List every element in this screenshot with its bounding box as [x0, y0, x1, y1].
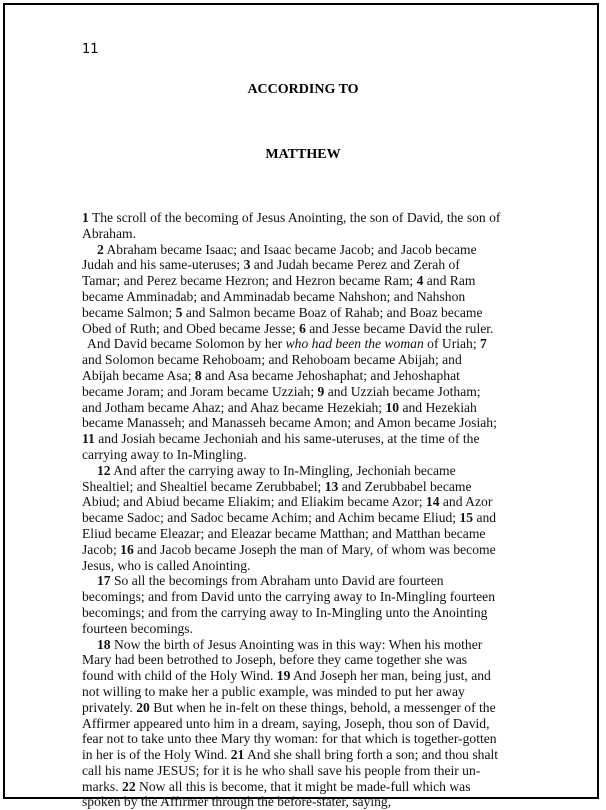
text-segment: and Zerubbabel became — [338, 478, 472, 494]
verse-number: 21 — [230, 747, 245, 763]
text-segment: and Solomon became Rehoboam; and Rehoboam became Abijah; and — [82, 352, 462, 368]
text-segment: fear not to take unto thee Mary thy woman: for that which is together-gotten — [82, 731, 497, 747]
verse-number: 9 — [317, 383, 325, 399]
text-segment: call his name JESUS; for it is he who shall save his people from their un- — [82, 762, 481, 778]
text-line — [82, 479, 532, 495]
text-segment: And David became Solomon by her — [87, 336, 286, 352]
paragraph — [82, 242, 532, 337]
italic-text: who had been the woman — [285, 336, 424, 352]
verse-number: 8 — [194, 367, 202, 383]
text-segment: becomings; and from the carrying away to In-Mingling unto the Anointing — [82, 604, 488, 620]
text-segment: Abraham. — [82, 225, 136, 241]
text-line — [82, 431, 532, 447]
verse-number: 20 — [136, 699, 150, 715]
text-segment: and Judah became Perez and Zerah of — [250, 257, 460, 273]
text-segment: Now all this is become, that it might be made-full which was — [135, 778, 471, 794]
text-line — [82, 668, 532, 684]
verse-number: 3 — [243, 257, 251, 273]
verse-number: 1 — [82, 210, 89, 225]
text-segment: becomings; and from David unto the carrying away to In-Mingling fourteen — [82, 589, 495, 605]
scripture-text — [82, 210, 532, 810]
verse-number: 22 — [122, 778, 136, 794]
text-segment: and Salmon became Boaz of Rahab; and Boaz became — [182, 304, 483, 320]
text-line — [82, 637, 532, 653]
verse-number: 17 — [97, 573, 111, 589]
text-segment: and Jacob became Joseph the man of Mary, of whom was become — [133, 541, 496, 557]
text-line — [82, 352, 532, 368]
verse-number: 10 — [385, 399, 400, 415]
paragraph — [82, 637, 532, 810]
text-segment: not willing to make her a public example, was minded to put her away — [82, 683, 465, 699]
verse-number: 11 — [82, 431, 95, 447]
text-segment: Jacob; — [82, 541, 121, 557]
text-segment: carrying away to In-Mingling. — [82, 446, 247, 462]
text-segment: Mary had been betrothed to Joseph, before they came together she was — [82, 652, 468, 668]
book-title-line-2: MATTHEW — [265, 147, 341, 162]
text-line — [82, 589, 532, 605]
paragraph — [82, 463, 532, 574]
text-segment: Shealtiel; and Shealtiel became Zerubbabel; — [82, 478, 325, 494]
text-segment: became Joram; and Joram became Uzziah; — [82, 383, 318, 399]
text-line — [82, 621, 532, 637]
text-segment: Now the birth of Jesus Anointing was in this way: When his mother — [110, 636, 483, 652]
text-segment: and Azor — [439, 494, 493, 510]
verse-number: 14 — [425, 494, 440, 510]
verse-number: 12 — [97, 462, 111, 478]
text-segment: But when he in-felt on these things, behold, a messenger of the — [149, 699, 496, 715]
text-line — [82, 700, 532, 716]
verse-number: 18 — [97, 636, 111, 652]
text-line — [82, 494, 532, 510]
text-segment: And she shall bring forth a son; and thou shalt — [244, 747, 499, 763]
text-segment: in her is of the Holy Wind. — [82, 747, 231, 763]
text-line — [82, 273, 532, 289]
text-segment: Jesus, who is called Anointing. — [82, 557, 251, 573]
text-line — [82, 336, 532, 352]
text-segment: fourteen becomings. — [82, 620, 193, 636]
text-segment: Abijah became Asa; — [82, 367, 195, 383]
text-segment: found with child of the Holy Wind. — [82, 668, 277, 684]
text-segment: And after the carrying away to In-Mingling, Jechoniah became — [110, 462, 456, 478]
paragraph — [82, 573, 532, 636]
text-segment: Eliud became Eleazar; and Eleazar became Matthan; and Matthan became — [82, 525, 486, 541]
text-line — [82, 794, 532, 810]
verse-number: 13 — [324, 478, 339, 494]
text-segment: and Hezekiah — [399, 399, 477, 415]
text-line — [82, 210, 532, 226]
text-segment: Abiud; and Abiud became Eliakim; and Eliakim became Azor; — [82, 494, 426, 510]
text-line — [82, 716, 532, 732]
text-segment: became Salmon; — [82, 304, 176, 320]
text-segment: Obed of Ruth; and Obed became Jesse; — [82, 320, 300, 336]
text-line — [82, 605, 532, 621]
book-title-line-1: ACCORDING TO — [247, 82, 359, 97]
text-line — [82, 400, 532, 416]
text-line — [82, 289, 532, 305]
text-line — [82, 368, 532, 384]
text-line — [82, 242, 532, 258]
text-segment: The scroll of the becoming of Jesus Anointing, the son of David, the son of — [88, 210, 501, 225]
text-segment: and Uzziah became Jotham; — [324, 383, 481, 399]
text-segment: and Josiah became Jechoniah and his same-uteruses, at the time of the — [94, 431, 480, 447]
text-line — [82, 747, 532, 763]
text-segment: spoken by the Affirmer through the before-stater, saying, — [82, 794, 392, 810]
text-segment: And Joseph her man, being just, and — [290, 668, 491, 684]
text-line — [82, 257, 532, 273]
text-line — [82, 321, 532, 337]
text-line — [82, 447, 532, 463]
verse-number: 6 — [299, 320, 306, 336]
verse-number: 4 — [416, 273, 424, 289]
text-segment: Judah and his same-uteruses; — [82, 257, 244, 273]
text-line — [82, 384, 532, 400]
text-segment: and Ram — [423, 273, 476, 289]
text-segment: and — [473, 510, 497, 526]
text-line — [82, 731, 532, 747]
text-line — [82, 558, 532, 574]
text-segment: privately. — [82, 699, 137, 715]
verse-number: 2 — [97, 241, 104, 257]
text-line — [82, 684, 532, 700]
text-line — [82, 526, 532, 542]
text-segment: and Asa became Jehoshaphat; and Jehoshaphat — [201, 367, 460, 383]
text-line — [82, 305, 532, 321]
text-segment: and Jesse became David the ruler. — [305, 320, 494, 336]
verse-number: 15 — [459, 510, 474, 526]
text-segment: Abraham became Isaac; and Isaac became Jacob; and Jacob became — [103, 241, 477, 257]
text-segment: and Jotham became Ahaz; and Ahaz became Hezekiah; — [82, 399, 386, 415]
paragraph — [82, 336, 532, 462]
verse-number: 7 — [480, 336, 487, 352]
text-segment: marks. — [82, 778, 123, 794]
text-line — [82, 763, 532, 779]
text-segment: became Sadoc; and Sadoc became Achim; and Achim became Eliud; — [82, 510, 460, 526]
verse-number: 16 — [120, 541, 134, 557]
text-line — [82, 415, 532, 431]
text-line — [82, 652, 532, 668]
text-segment: Affirmer appeared unto him in a dream, saying, Joseph, thou son of David, — [82, 715, 490, 731]
verse-number: 19 — [276, 668, 291, 684]
page-number: 11 — [82, 42, 99, 57]
text-segment: So all the becomings from Abraham unto David are fourteen — [110, 573, 444, 589]
text-line — [82, 463, 532, 479]
text-line — [82, 510, 532, 526]
text-segment: became Amminadab; and Amminadab became Nahshon; and Nahshon — [82, 288, 466, 304]
text-segment: became Manasseh; and Manasseh became Amon; and Amon became Josiah; — [82, 415, 497, 431]
text-line — [82, 779, 532, 795]
text-line — [82, 226, 532, 242]
text-line — [82, 542, 532, 558]
text-segment: Tamar; and Perez became Hezron; and Hezron became Ram; — [82, 273, 417, 289]
paragraph — [82, 210, 532, 242]
text-line — [82, 573, 532, 589]
verse-number: 5 — [175, 304, 183, 320]
text-segment: of Uriah; — [423, 336, 481, 352]
